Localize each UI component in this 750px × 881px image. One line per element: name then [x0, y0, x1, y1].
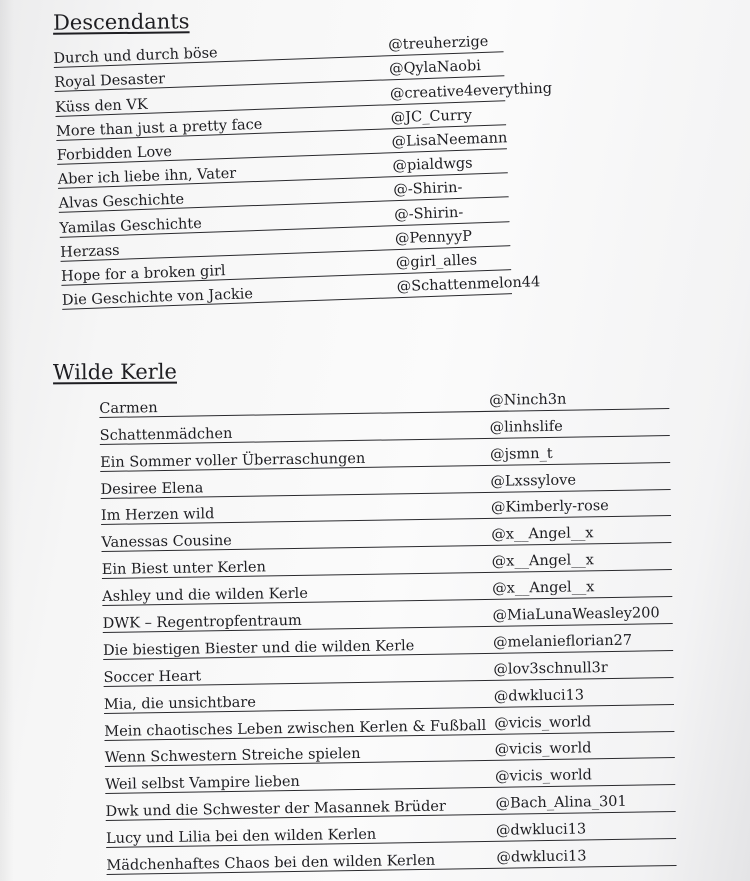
- page-edge-shadow: [0, 0, 14, 881]
- story-title: Ein Sommer voller Überraschungen: [100, 450, 366, 471]
- author-handle: @vicis_world: [494, 713, 592, 732]
- story-title: Weil selbst Vampire lieben: [105, 774, 300, 794]
- story-title: Lucy und Lilia bei den wilden Kerlen: [105, 826, 377, 848]
- story-title: Dwk und die Schwester der Masannek Brüder: [105, 798, 446, 821]
- author-handle: @x__Angel__x: [492, 579, 595, 597]
- author-handle: @Ninch3n: [489, 391, 567, 409]
- story-title: Hope for a broken girl: [60, 262, 226, 285]
- author-handle: @Lxssylove: [490, 472, 577, 490]
- story-title: Carmen: [99, 399, 158, 417]
- author-handle: @dwkluci13: [493, 687, 585, 705]
- author-handle: @-Shirin-: [393, 204, 464, 223]
- story-title: Ashley und die wilden Kerle: [102, 585, 308, 606]
- story-title: Herzass: [60, 242, 120, 261]
- story-title: Ein Biest unter Kerlen: [101, 559, 266, 579]
- author-handle: @jsmn_t: [489, 445, 553, 463]
- author-handle: @Kimberly-rose: [490, 498, 609, 517]
- wilde-kerle-list: [99, 382, 677, 875]
- story-title: Küss den VK: [54, 96, 148, 116]
- story-title: Yamilas Geschichte: [59, 215, 203, 237]
- story-title: More than just a pretty face: [55, 116, 263, 140]
- section-heading-wilde-kerle: Wilde Kerle: [52, 359, 178, 385]
- story-title: Soccer Heart: [103, 668, 202, 686]
- author-handle: @LisaNeemann: [391, 130, 508, 151]
- author-handle: @vicis_world: [494, 767, 593, 786]
- section-heading-descendants: Descendants: [52, 9, 190, 35]
- author-handle: @PennyyP: [394, 228, 473, 247]
- author-handle: @treuherzige: [387, 33, 489, 54]
- descendants-list: [53, 28, 553, 310]
- author-handle: @QylaNaobi: [388, 58, 482, 78]
- story-title: Durch und durch böse: [53, 45, 218, 68]
- author-handle: @JC_Curry: [390, 107, 473, 127]
- story-title: Die Geschichte von Jackie: [61, 286, 254, 309]
- author-handle: @creative4everything: [389, 80, 553, 102]
- author-handle: @vicis_world: [494, 740, 592, 759]
- author-handle: @girl_alles: [395, 252, 478, 272]
- author-handle: @linhslife: [489, 418, 563, 436]
- author-handle: @MiaLunaWeasley200: [492, 605, 660, 624]
- story-title: Aber ich liebe ihn, Vater: [57, 165, 237, 189]
- author-handle: @Schattenmelon44: [396, 274, 541, 296]
- story-title: Im Herzen wild: [100, 506, 215, 525]
- author-handle: @dwkluci13: [496, 848, 587, 866]
- story-title: Mädchenhaftes Chaos bei den wilden Kerlen: [106, 852, 436, 874]
- story-title: Vanessas Cousine: [101, 533, 232, 552]
- story-title: Wenn Schwestern Streiche spielen: [104, 746, 361, 767]
- story-title: Mia, die unsichtbare: [103, 694, 256, 713]
- story-title: Mein chaotisches Leben zwischen Kerlen & Fußball: [104, 717, 487, 740]
- story-title: Alvas Geschichte: [58, 191, 185, 213]
- story-title: Desiree Elena: [100, 479, 204, 498]
- author-handle: @Bach_Alina_301: [495, 794, 627, 813]
- author-handle: @x__Angel__x: [491, 552, 595, 571]
- story-title: Die biestigen Biester und die wilden Kerle: [102, 637, 415, 659]
- author-handle: @x__Angel__x: [491, 525, 594, 544]
- story-title: Royal Desaster: [54, 71, 166, 92]
- author-handle: @melanieflorian27: [492, 632, 633, 651]
- author-handle: @-Shirin-: [393, 180, 463, 199]
- story-title: Schattenmädchen: [99, 425, 233, 444]
- story-title: Forbidden Love: [56, 143, 173, 164]
- story-title: DWK – Regentropfentraum: [102, 612, 302, 632]
- author-handle: @pialdwgs: [392, 155, 473, 175]
- author-handle: @dwkluci13: [495, 821, 587, 839]
- author-handle: @lov3schnull3r: [493, 659, 608, 678]
